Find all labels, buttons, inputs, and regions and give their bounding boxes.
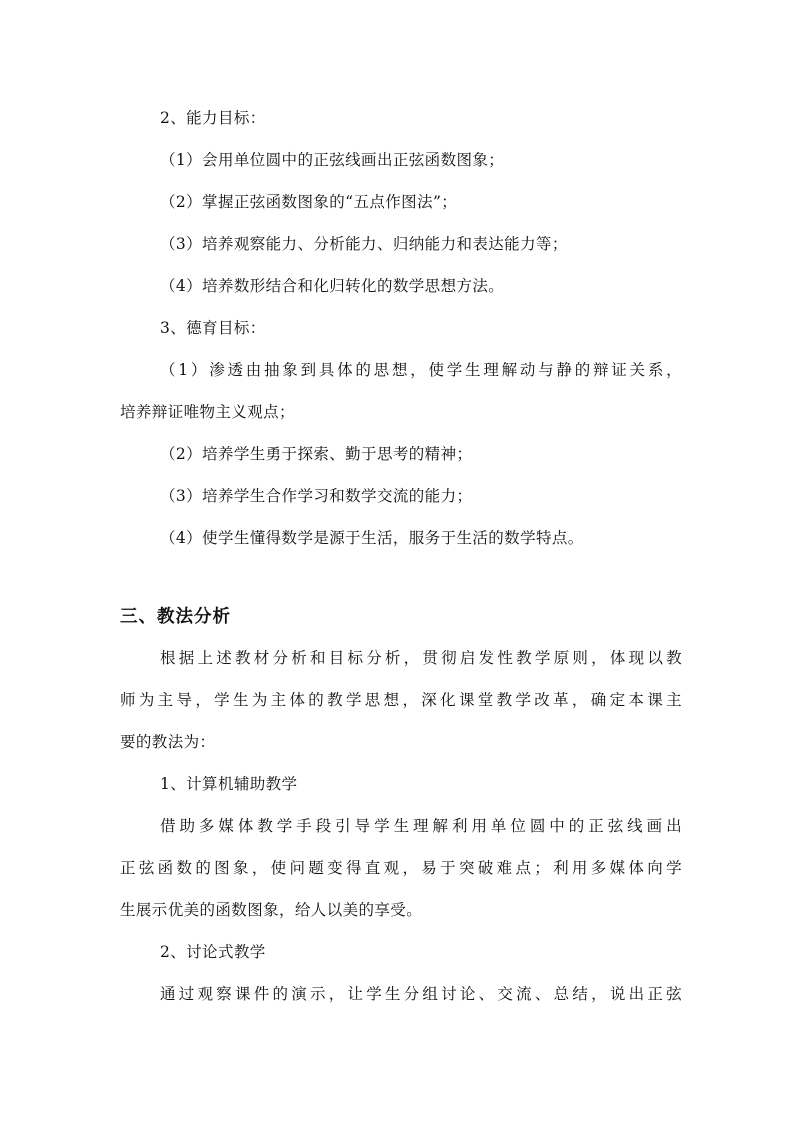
moral-goal-item-1-line-2: 培养辩证唯物主义观点； bbox=[120, 403, 295, 421]
ability-goals-title: 2、能力目标： bbox=[160, 109, 266, 127]
moral-goal-item-1-line-1: （1）渗透由抽象到具体的思想，使学生理解动与静的辩证关系， bbox=[160, 361, 682, 379]
method-2-title: 2、讨论式教学 bbox=[160, 943, 266, 961]
method-1-line-3: 生展示优美的函数图象，给人以美的享受。 bbox=[120, 901, 423, 919]
moral-goal-item-2: （2）培养学生勇于探索、勤于思考的精神； bbox=[160, 445, 473, 463]
intro-line-1: 根据上述教材分析和目标分析，贯彻启发性教学原则，体现以教 bbox=[160, 649, 682, 667]
method-2-line-1: 通过观察课件的演示，让学生分组讨论、交流、总结，说出正弦 bbox=[160, 985, 682, 1003]
method-1-title: 1、计算机辅助教学 bbox=[160, 775, 298, 793]
method-1-line-1: 借助多媒体教学手段引导学生理解利用单位圆中的正弦线画出 bbox=[160, 817, 682, 835]
ability-goal-item-3: （3）培养观察能力、分析能力、归纳能力和表达能力等； bbox=[160, 235, 568, 253]
ability-goal-item-1: （1）会用单位圆中的正弦线画出正弦函数图象； bbox=[160, 151, 505, 169]
moral-goals-title: 3、德育目标： bbox=[160, 319, 266, 337]
intro-line-3: 要的教法为： bbox=[120, 733, 216, 751]
method-1-line-2: 正弦函数的图象，使问题变得直观，易于突破难点；利用多媒体向学 bbox=[120, 859, 682, 877]
ability-goal-item-2: （2）掌握正弦函数图象的“五点作图法”； bbox=[160, 193, 458, 211]
moral-goal-item-4: （4）使学生懂得数学是源于生活，服务于生活的数学特点。 bbox=[160, 529, 584, 547]
section-heading: 三、教法分析 bbox=[120, 607, 231, 627]
moral-goal-item-3: （3）培养学生合作学习和数学交流的能力； bbox=[160, 487, 473, 505]
ability-goal-item-4: （4）培养数形结合和化归转化的数学思想方法。 bbox=[160, 277, 505, 295]
intro-line-2: 师为主导，学生为主体的教学思想，深化课堂教学改革，确定本课主 bbox=[120, 691, 682, 709]
